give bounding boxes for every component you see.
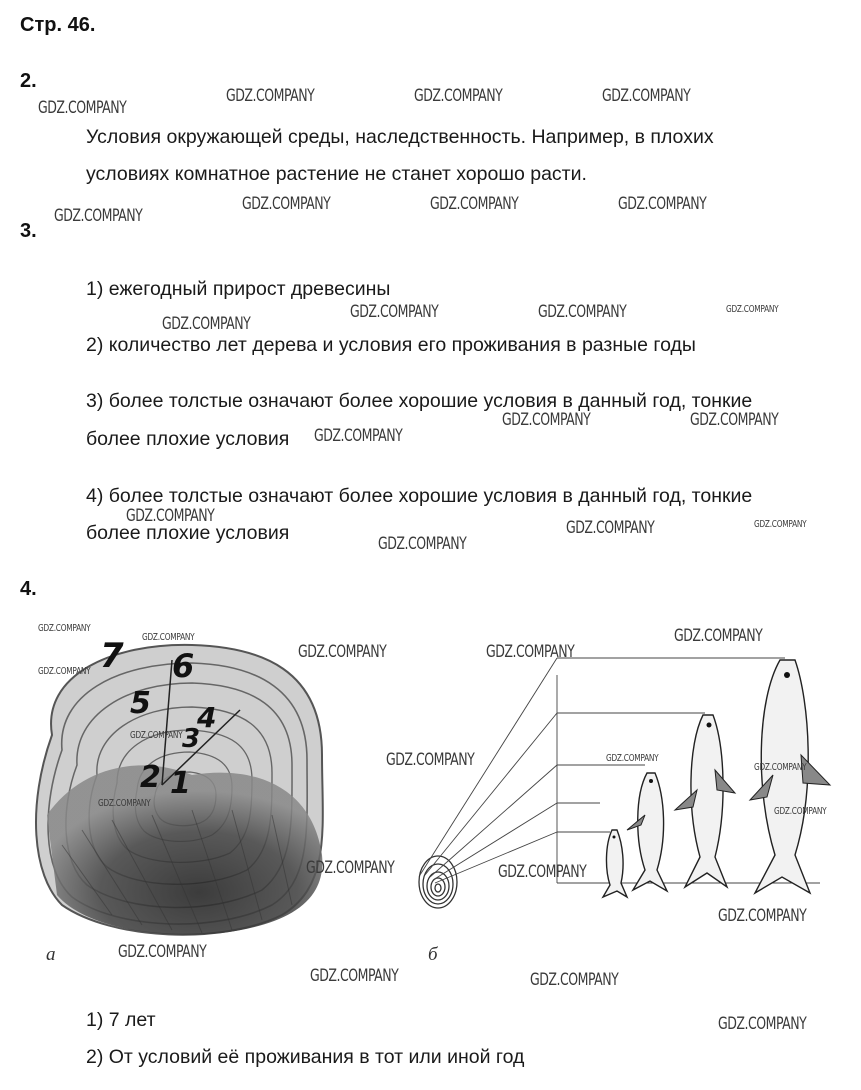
- caption-b: б: [428, 944, 438, 965]
- q3-answer-1: 1) ежегодный прирост древесины: [86, 278, 391, 300]
- watermark: GDZ.COMPANY: [386, 750, 475, 770]
- watermark: GDZ.COMPANY: [378, 534, 467, 554]
- watermark: GDZ.COMPANY: [162, 314, 251, 334]
- watermark: GDZ.COMPANY: [606, 753, 659, 764]
- watermark: GDZ.COMPANY: [38, 666, 91, 677]
- q3-answer-2: 2) количество лет дерева и условия его проживания в разные годы: [86, 334, 696, 356]
- watermark: GDZ.COMPANY: [130, 730, 183, 741]
- scale-number-5: 5: [130, 686, 151, 721]
- caption-a: а: [46, 944, 56, 965]
- question-3-number: 3.: [20, 220, 37, 242]
- watermark: GDZ.COMPANY: [754, 519, 807, 530]
- watermark: GDZ.COMPANY: [54, 206, 143, 226]
- watermark: GDZ.COMPANY: [306, 858, 395, 878]
- watermark: GDZ.COMPANY: [142, 632, 195, 643]
- watermark: GDZ.COMPANY: [414, 86, 503, 106]
- scale-number-4: 4: [197, 701, 217, 734]
- watermark: GDZ.COMPANY: [774, 806, 827, 817]
- watermark: GDZ.COMPANY: [310, 966, 399, 986]
- watermark: GDZ.COMPANY: [226, 86, 315, 106]
- watermark: GDZ.COMPANY: [486, 642, 575, 662]
- q4-answer-2: 2) От условий её проживания в тот или иной год: [86, 1046, 525, 1068]
- watermark: GDZ.COMPANY: [718, 1014, 807, 1034]
- watermark: GDZ.COMPANY: [618, 194, 707, 214]
- q3-answer-4-line2: более плохие условия: [86, 522, 290, 544]
- watermark: GDZ.COMPANY: [498, 862, 587, 882]
- page-title: Стр. 46.: [20, 14, 96, 36]
- q2-answer-line2: условиях комнатное растение не станет хорошо расти.: [86, 163, 587, 185]
- watermark: GDZ.COMPANY: [242, 194, 331, 214]
- watermark: GDZ.COMPANY: [38, 623, 91, 634]
- scale-number-7: 7: [100, 636, 124, 676]
- watermark: GDZ.COMPANY: [502, 410, 591, 430]
- question-2-number: 2.: [20, 70, 37, 92]
- watermark: GDZ.COMPANY: [98, 798, 151, 809]
- watermark: GDZ.COMPANY: [314, 426, 403, 446]
- watermark: GDZ.COMPANY: [754, 762, 807, 773]
- watermark: GDZ.COMPANY: [726, 304, 779, 315]
- watermark: GDZ.COMPANY: [430, 194, 519, 214]
- q3-answer-3-line1: 3) более толстые означают более хорошие условия в данный год, тонкие: [86, 390, 753, 412]
- q3-answer-4-line1: 4) более толстые означают более хорошие условия в данный год, тонкие: [86, 485, 753, 507]
- q2-answer-line1: Условия окружающей среды, наследственность. Например, в плохих: [86, 126, 714, 148]
- fish-scale-illustration: [22, 615, 342, 945]
- watermark: GDZ.COMPANY: [118, 942, 207, 962]
- watermark: GDZ.COMPANY: [690, 410, 779, 430]
- watermark: GDZ.COMPANY: [530, 970, 619, 990]
- scale-number-3: 3: [182, 724, 201, 754]
- fish-growth-illustration: [405, 625, 845, 925]
- scale-number-2: 2: [140, 760, 161, 795]
- watermark: GDZ.COMPANY: [718, 906, 807, 926]
- watermark: GDZ.COMPANY: [298, 642, 387, 662]
- watermark: GDZ.COMPANY: [126, 506, 215, 526]
- scale-number-6: 6: [172, 647, 195, 685]
- watermark: GDZ.COMPANY: [566, 518, 655, 538]
- watermark: GDZ.COMPANY: [674, 626, 763, 646]
- q3-answer-3-line2: более плохие условия: [86, 428, 290, 450]
- question-4-number: 4.: [20, 578, 37, 600]
- watermark: GDZ.COMPANY: [538, 302, 627, 322]
- watermark: GDZ.COMPANY: [38, 98, 127, 118]
- scale-number-1: 1: [170, 766, 191, 801]
- watermark: GDZ.COMPANY: [602, 86, 691, 106]
- watermark: GDZ.COMPANY: [350, 302, 439, 322]
- q4-answer-1: 1) 7 лет: [86, 1009, 156, 1031]
